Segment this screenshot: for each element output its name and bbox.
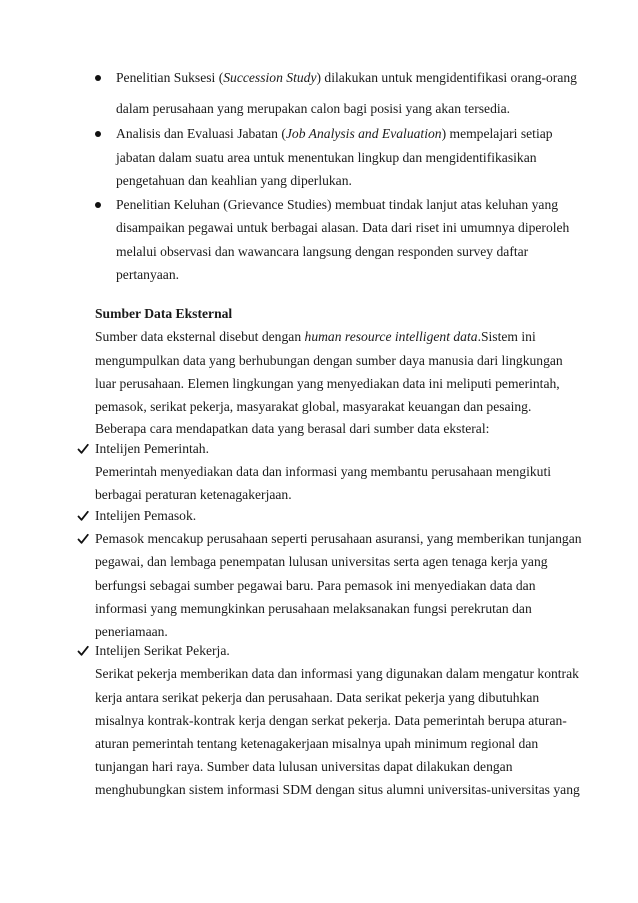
text-line: luar perusahaan. Elemen lingkungan yang menyediakan data ini meliputi pemerintah, xyxy=(95,376,560,391)
checkmark-icon xyxy=(77,533,89,545)
check-item-title: Intelijen Pemasok. xyxy=(95,508,197,523)
text-line: pegawai, dan lembaga penempatan lulusan universitas serta agen tenaga kerja yang xyxy=(95,554,548,569)
checkmark-icon xyxy=(77,645,89,657)
text-line: menghubungkan sistem informasi SDM dengan situs alumni universitas-universitas yang xyxy=(95,782,580,797)
text-line: berbagai peraturan ketenagakerjaan. xyxy=(95,487,292,502)
text-line: pemasok, serikat pekerja, masyarakat global, masyarakat keuangan dan pesaing. xyxy=(95,399,532,414)
text-line: Sumber data eksternal disebut dengan human resource intelligent data.Sistem ini xyxy=(95,329,536,344)
text-line: Beberapa cara mendapatkan data yang berasal dari sumber data eksteral: xyxy=(95,421,490,436)
text-line: pertanyaan. xyxy=(116,267,180,282)
checkmark-icon xyxy=(77,510,89,522)
text-line: Pemerintah menyediakan data dan informasi yang membantu perusahaan mengikuti xyxy=(95,464,552,479)
text-line: Penelitian Keluhan (Grievance Studies) membuat tindak lanjut atas keluhan yang xyxy=(116,197,559,212)
text-line: peneriamaan. xyxy=(95,624,168,639)
text-line: tunjangan hari raya. Sumber data lulusan universitas dapat dilakukan dengan xyxy=(95,759,513,774)
text-line: Analisis dan Evaluasi Jabatan (Job Analysis and Evaluation) mempelajari setiap xyxy=(116,126,553,141)
check-item-title: Pemasok mencakup perusahaan seperti perusahaan asuransi, yang memberikan tunjangan xyxy=(95,531,582,546)
text-line: melalui observasi dan wawancara langsung dengan responden survey daftar xyxy=(116,244,529,259)
bullet-icon xyxy=(95,202,101,208)
text-line: Penelitian Suksesi (Succession Study) dilakukan untuk mengidentifikasi orang-orang xyxy=(116,70,577,85)
text-line: berfungsi sebagai sumber pegawai baru. Para pemasok ini menyediakan data dan xyxy=(95,578,536,593)
checkmark-icon xyxy=(77,443,89,455)
section-heading: Sumber Data Eksternal xyxy=(95,306,233,321)
text-line: informasi yang memungkinkan perusahaan melaksanakan fungsi perekrutan dan xyxy=(95,601,532,616)
text-line: aturan pemerintah tentang ketenagakerjaan misalnya upah minimum regional dan xyxy=(95,736,539,751)
bullet-icon xyxy=(95,75,101,81)
text-line: misalnya kontrak-kontrak kerja dengan serkat pekerja. Data pemerintah berupa aturan- xyxy=(95,713,567,728)
text-line: jabatan dalam suatu area untuk menentukan lingkup dan mengidentifikasikan xyxy=(116,150,537,165)
text-line: disampaikan pegawai untuk berbagai alasan. Data dari riset ini umumnya diperoleh xyxy=(116,220,570,235)
text-line: Serikat pekerja memberikan data dan informasi yang digunakan dalam mengatur kontrak xyxy=(95,666,579,681)
text-line: dalam perusahaan yang merupakan calon bagi posisi yang akan tersedia. xyxy=(116,101,511,116)
bullet-icon xyxy=(95,131,101,137)
text-line: mengumpulkan data yang berhubungan dengan sumber daya manusia dari lingkungan xyxy=(95,353,563,368)
text-line: pengetahuan dan keahlian yang diperlukan. xyxy=(116,173,352,188)
text-line: kerja antara serikat pekerja dan perusahaan. Data serikat pekerja yang dibutuhkan xyxy=(95,690,540,705)
check-item-title: Intelijen Pemerintah. xyxy=(95,441,210,456)
check-item-title: Intelijen Serikat Pekerja. xyxy=(95,643,230,658)
